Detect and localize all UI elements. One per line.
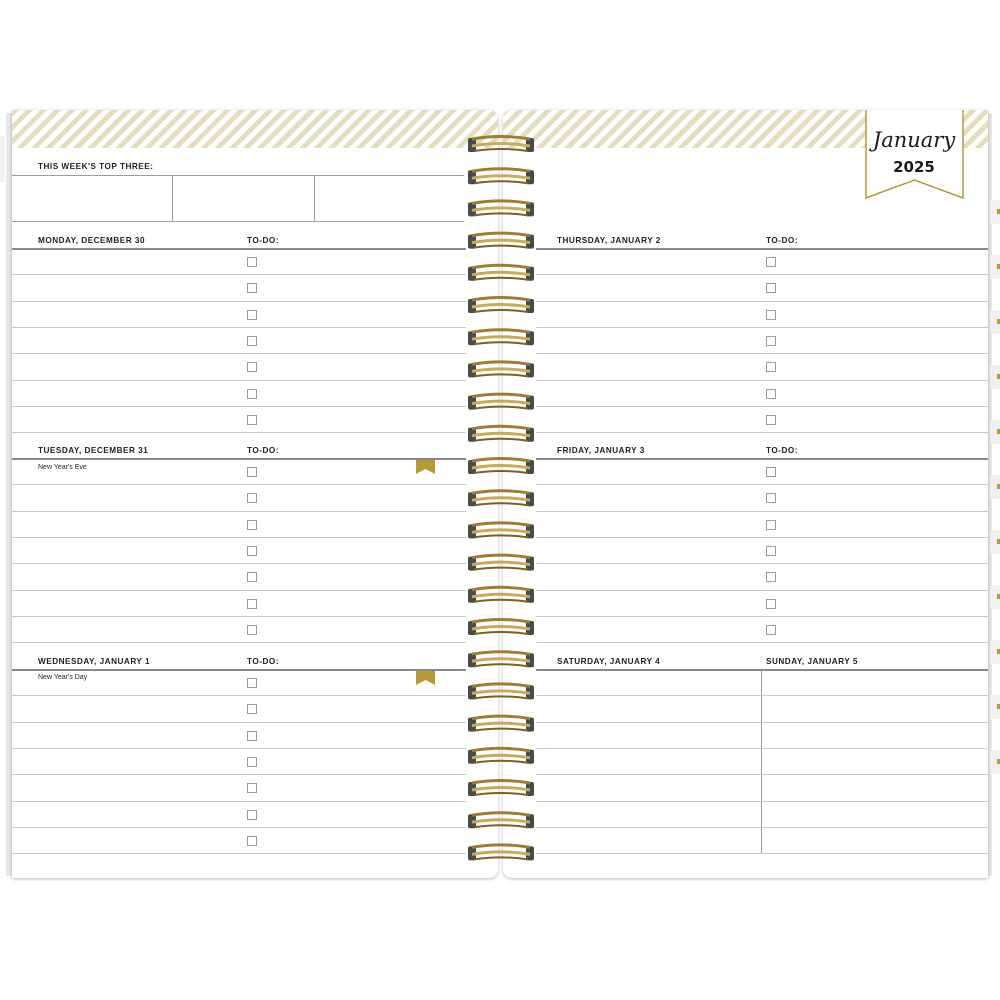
todo-checkbox[interactable]	[247, 810, 257, 820]
todo-label: TO-DO:	[766, 446, 798, 455]
todo-checkbox[interactable]	[247, 415, 257, 425]
ruled-line	[536, 695, 988, 696]
ruled-line	[12, 853, 466, 854]
todo-checkbox[interactable]	[766, 467, 776, 477]
todo-checkbox[interactable]	[766, 625, 776, 635]
todo-checkbox[interactable]	[247, 336, 257, 346]
todo-checkbox[interactable]	[766, 283, 776, 293]
ruled-line	[12, 590, 466, 591]
todo-checkbox[interactable]	[247, 467, 257, 477]
day-label-sunday: SUNDAY, JANUARY 5	[766, 657, 858, 666]
todo-checkbox[interactable]	[247, 599, 257, 609]
todo-checkbox[interactable]	[766, 493, 776, 503]
ruled-line	[12, 484, 466, 485]
todo-checkbox[interactable]	[247, 493, 257, 503]
todo-checkbox[interactable]	[247, 257, 257, 267]
spiral-ring	[468, 845, 534, 861]
ruled-line	[536, 590, 988, 591]
spiral-ring	[468, 684, 534, 700]
section-rule	[536, 458, 988, 460]
section-rule	[12, 669, 466, 671]
spiral-ring	[468, 426, 534, 442]
day-label-tuesday: TUESDAY, DECEMBER 31	[38, 446, 149, 455]
ruled-line	[12, 642, 466, 643]
spiral-ring	[468, 330, 534, 346]
ruled-line	[536, 722, 988, 723]
ruled-line	[12, 301, 466, 302]
todo-checkbox[interactable]	[766, 362, 776, 372]
section-rule	[12, 458, 466, 460]
holiday-flag-icon	[416, 669, 435, 685]
spiral-ring	[468, 652, 534, 668]
month-title: January	[872, 128, 956, 152]
todo-checkbox[interactable]	[247, 678, 257, 688]
ruled-line	[12, 616, 466, 617]
month-ribbon	[865, 110, 964, 200]
ruled-line	[536, 380, 988, 381]
top-three-slot-0[interactable]	[12, 176, 171, 220]
todo-checkbox[interactable]	[247, 572, 257, 582]
spiral-ring	[468, 813, 534, 829]
spiral-ring	[468, 137, 534, 153]
ruled-line	[536, 616, 988, 617]
ruled-line	[536, 748, 988, 749]
section-rule	[536, 248, 988, 250]
spiral-ring	[468, 716, 534, 732]
spiral-binding	[466, 133, 536, 873]
spiral-ring	[468, 265, 534, 281]
section-rule	[536, 669, 988, 671]
ruled-line	[536, 301, 988, 302]
year-label: 2025	[893, 158, 935, 176]
spiral-ring	[468, 233, 534, 249]
ruled-line	[12, 695, 466, 696]
ruled-line	[12, 327, 466, 328]
todo-checkbox[interactable]	[247, 783, 257, 793]
ruled-line	[536, 642, 988, 643]
todo-checkbox[interactable]	[247, 836, 257, 846]
todo-checkbox[interactable]	[766, 520, 776, 530]
todo-checkbox[interactable]	[247, 389, 257, 399]
ruled-line	[12, 801, 466, 802]
spiral-ring	[468, 523, 534, 539]
todo-checkbox[interactable]	[766, 572, 776, 582]
ruled-line	[12, 511, 466, 512]
todo-checkbox[interactable]	[766, 599, 776, 609]
todo-label: TO-DO:	[247, 236, 279, 245]
ruled-line	[12, 274, 466, 275]
ruled-line	[536, 327, 988, 328]
todo-checkbox[interactable]	[247, 546, 257, 556]
holiday-flag-icon	[416, 458, 435, 474]
spiral-ring	[468, 201, 534, 217]
spiral-ring	[468, 491, 534, 507]
ruled-line	[536, 774, 988, 775]
todo-label: TO-DO:	[766, 236, 798, 245]
todo-checkbox[interactable]	[766, 310, 776, 320]
ruled-line	[536, 537, 988, 538]
ruled-line	[12, 406, 466, 407]
top-three-slot-2[interactable]	[315, 176, 463, 220]
right-page	[503, 110, 988, 878]
left-month-tab[interactable]	[0, 136, 5, 182]
todo-checkbox[interactable]	[247, 757, 257, 767]
day-label-friday: FRIDAY, JANUARY 3	[557, 446, 645, 455]
spiral-ring	[468, 394, 534, 410]
day-label-monday: MONDAY, DECEMBER 30	[38, 236, 146, 245]
ruled-line	[12, 432, 466, 433]
todo-checkbox[interactable]	[766, 257, 776, 267]
todo-checkbox[interactable]	[766, 415, 776, 425]
header-stripes	[12, 110, 498, 148]
todo-label: TO-DO:	[247, 446, 279, 455]
ruled-line	[536, 511, 988, 512]
ruled-line	[12, 827, 466, 828]
spiral-ring	[468, 748, 534, 764]
ruled-line	[12, 722, 466, 723]
todo-checkbox[interactable]	[247, 625, 257, 635]
todo-checkbox[interactable]	[247, 704, 257, 714]
ruled-line	[536, 406, 988, 407]
spiral-ring	[468, 169, 534, 185]
todo-checkbox[interactable]	[766, 336, 776, 346]
todo-label: TO-DO:	[247, 657, 279, 666]
todo-checkbox[interactable]	[766, 389, 776, 399]
ruled-line	[12, 380, 466, 381]
ruled-line	[12, 774, 466, 775]
ruled-line	[536, 484, 988, 485]
day-label-saturday: SATURDAY, JANUARY 4	[557, 657, 661, 666]
ruled-line	[12, 537, 466, 538]
ruled-line	[536, 827, 988, 828]
ruled-line	[536, 274, 988, 275]
day-label-thursday: THURSDAY, JANUARY 2	[557, 236, 661, 245]
ruled-line	[12, 748, 466, 749]
ruled-line	[536, 432, 988, 433]
spiral-ring	[468, 459, 534, 475]
todo-checkbox[interactable]	[247, 310, 257, 320]
holiday-label: New Year's Eve	[38, 464, 87, 471]
ruled-line	[536, 563, 988, 564]
ruled-line	[536, 801, 988, 802]
todo-checkbox[interactable]	[247, 362, 257, 372]
todo-checkbox[interactable]	[247, 283, 257, 293]
ruled-line	[536, 853, 988, 854]
top-three-slot-1[interactable]	[172, 176, 313, 220]
top-three-label: THIS WEEK'S TOP THREE:	[38, 162, 154, 171]
day-label-wednesday: WEDNESDAY, JANUARY 1	[38, 657, 151, 666]
ruled-line	[536, 353, 988, 354]
spiral-ring	[468, 587, 534, 603]
section-rule	[12, 248, 466, 250]
spiral-ring	[468, 555, 534, 571]
spiral-ring	[468, 362, 534, 378]
todo-checkbox[interactable]	[766, 546, 776, 556]
spiral-ring	[468, 781, 534, 797]
todo-checkbox[interactable]	[247, 731, 257, 741]
spiral-ring	[468, 620, 534, 636]
holiday-label: New Year's Day	[38, 674, 88, 681]
ruled-line	[12, 353, 466, 354]
spiral-ring	[468, 298, 534, 314]
todo-checkbox[interactable]	[247, 520, 257, 530]
ruled-line	[12, 563, 466, 564]
